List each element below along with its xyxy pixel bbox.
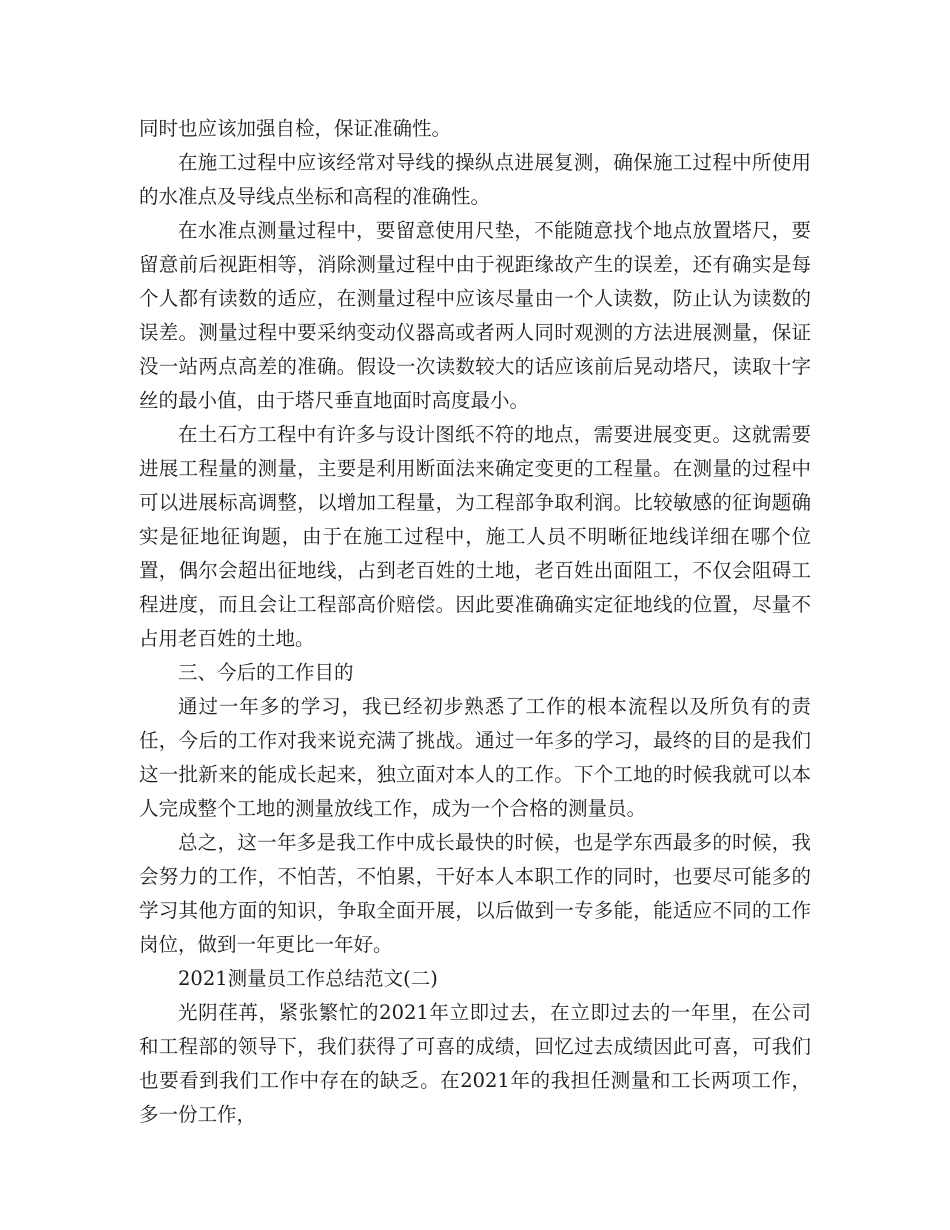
paragraph-continuation: 同时也应该加强自检，保证准确性。 bbox=[139, 117, 452, 140]
paragraph-earthwork-changes: 在土石方工程中有许多与设计图纸不符的地点，需要进展变更。这就需要进展工程量的测量，主要是利用断面法来确定变更的工程量。在测量的过程中可以进展标高调整，以增加工程量，为工程部争取利润。比较敏感的征询题确实是征地征询题，由于在施工过程中，施工人员不明晰征地线详细在哪个位置，偶尔会超出征地线，占到老百姓的土地，老百姓出面阻工，不仅会阻碍工程进度，而且会让工程部高价赔偿。因此要准确确实定征地线的位置，尽量不占用老百姓的土地。 bbox=[139, 423, 811, 650]
paragraph-learning-goals: 通过一年多的学习，我已经初步熟悉了工作的根本流程以及所负有的责任，今后的工作对我来说充满了挑战。通过一年多的学习，最终的目的是我们这一批新来的能成长起来，独立面对本人的工作。下个工地的时候我就可以本人完成整个工地的测量放线工作，成为一个合格的测量员。 bbox=[139, 695, 811, 820]
section-heading-sample-two: 2021测量员工作总结范文(二) bbox=[178, 967, 438, 990]
paragraph-sample-two-intro: 光阴荏苒，紧张繁忙的2021年立即过去，在立即过去的一年里，在公司和工程部的领导下，我们获得了可喜的成绩，回忆过去成绩因此可喜，可我们也要看到我们工作中存在的缺乏。在2021年的我担任测量和工长两项工作，多一份工作， bbox=[139, 1001, 811, 1126]
paragraph-control-point-recheck: 在施工过程中应该经常对导线的操纵点进展复测，确保施工过程中所使用的水准点及导线点坐标和高程的准确性。 bbox=[139, 151, 811, 208]
paragraph-conclusion: 总之，这一年多是我工作中成长最快的时候，也是学东西最多的时候，我会努力的工作，不怕苦，不怕累，干好本人本职工作的同时，也要尽可能多的学习其他方面的知识，争取全面开展，以后做到一专多能，能适应不同的工作岗位，做到一年更比一年好。 bbox=[139, 831, 811, 956]
document-body bbox=[139, 112, 811, 1132]
section-heading-future-goals: 三、今后的工作目的 bbox=[178, 661, 354, 684]
paragraph-leveling-survey: 在水准点测量过程中，要留意使用尺垫，不能随意找个地点放置塔尺，要留意前后视距相等，消除测量过程中由于视距缘故产生的误差，还有确实是每个人都有读数的适应，在测量过程中应该尽量由一个人读数，防止认为读数的误差。测量过程中要采纳变动仪器高或者两人同时观测的方法进展测量，保证没一站两点高差的准确。假设一次读数较大的话应该前后晃动塔尺，读取十字丝的最小值，由于塔尺垂直地面时高度最小。 bbox=[139, 219, 811, 412]
